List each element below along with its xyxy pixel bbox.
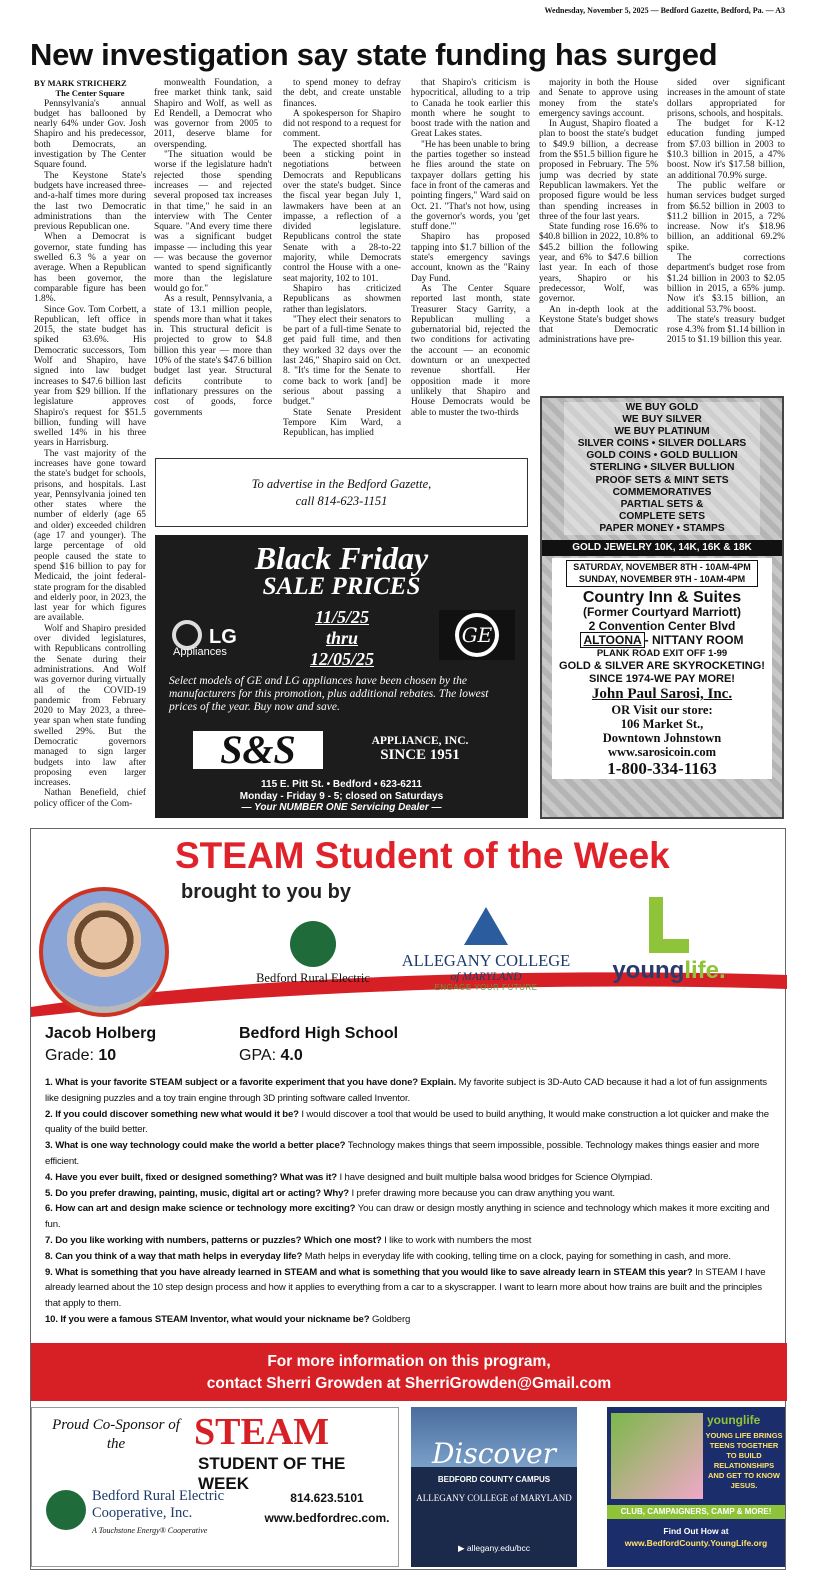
ge-logo [439,610,515,660]
younglife-logo-icon [649,897,689,953]
article-paragraph: A spokesperson for Shapiro did not respond to a request for comment. [283,108,401,140]
gold-list-item: STERLING • SILVER BULLION [589,462,735,474]
younglife-ad [607,1407,785,1567]
qa-answer: I prefer drawing more because you can draw anything you want. [349,1187,615,1199]
article-paragraph: The budget for K-12 education funding jumped from $7.03 billion in 2003 to $10.3 billion in 2015, a 47% boost. Now it's $17.58 billion, an additional 70.9% surge. [667,119,785,181]
gold-venue: Country Inn & Suites [582,589,742,606]
qa-question: 4. Have you ever built, fixed or designed something? What was it? [45,1171,337,1183]
article-paragraph: Since Gov. Tom Corbett, a Republican, left office in 2015, the state budget has spiked 63.6%. His Democratic successors, Tom Wolf and Shapiro, have signed into law budget increases to $47.6 billion last year from $29 billion. If the legislature approves Shapiro's request for $51.5 billion, funding will have swelled 14% in his three years in Harrisburg. [34,304,146,449]
qa-question: 7. Do you like working with numbers, patterns or puzzles? Which one most? [45,1234,382,1246]
article-paragraph: sided over significant increases in the amount of state dollars appropriated for prisons, schools, and hospitals. [667,78,785,119]
gold-street: 106 Market St., [620,717,704,731]
gpa-value: 4.0 [280,1047,303,1064]
article-paragraph: Pennsylvania's annual budget has ballooned by nearly 64% under Gov. Josh Shapiro and his predecessor, both Democrats, an investigation by The Center Square found. [34,98,146,171]
article-column-4 [411,78,530,453]
qa-answer: I have designed and built multiple balsa wood bridges for Science Olympiad. [336,1171,653,1183]
qa-question: 10. If you were a famous STEAM Inventor, what would your nickname be? [45,1313,370,1325]
younglife-bar: CLUB, CAMPAIGNERS, CAMP & MORE! [607,1505,785,1519]
headline: New investigation say state funding has surged [30,37,718,72]
bf-footer [155,779,528,814]
more-info-line-2: contact Sherri Growden at SherriGrowden@Gmail.com [206,1375,612,1392]
acm-tagline: ENGAGE YOUR FUTURE [434,983,538,992]
col6-body [667,78,785,346]
col3-body [283,78,401,438]
article-paragraph: The Keystone State's budgets have increased three-and-a-half times more during the last two Democratic administrations than the previous Republican one. [34,170,146,233]
cosponsor-phone: 814.623.5101 [290,1491,364,1505]
article-column-2 [154,78,272,453]
younglife-message: YOUNG LIFE BRINGS TEENS TOGETHER TO BUILD RELATIONSHIPS AND GET TO KNOW JESUS. [705,1431,783,1490]
gold-days [566,560,758,587]
bf-date-start: 11/5/25 [314,607,369,627]
student-school: Bedford High School [239,1025,399,1042]
bf-address: 115 E. Pitt St. • Bedford • 623-6211 [261,779,422,790]
bre-name: Bedford Rural Electric [256,971,370,985]
article-paragraph: As The Center Square reported last month, state Treasurer Stacy Garrity, a Republican mulling a gubernatorial bid, rejected the two conditions for activating the account — an economic downturn or an unexpected revenue shortfall. Her opposition made it more unlikely that Shapiro and House Democrats would be able to muster the two-thirds [411,283,530,418]
ss-line-2: SINCE 1951 [380,747,460,763]
cosponsor-steam: STEAM [194,1411,330,1453]
sponsor-acm [391,907,581,992]
discover-url: ▶ allegany.edu/bcc [457,1543,531,1553]
sponsor-younglife [599,897,739,985]
article-paragraph: Shapiro has proposed tapping into $1.7 billion of the state's emergency savings account, known as the "Rainy Day Fund. [411,232,530,284]
gold-room [552,633,772,648]
article-paragraph: monwealth Foundation, a free market think tank, said Shapiro and Wolf, as well as Ed Rendell, a Democrat who was governor from 2005 to 2011, deserve blame for overspending. [154,78,272,150]
younglife-url: www.BedfordCounty.YoungLife.org [624,1538,768,1548]
byline-org: The Center Square [55,88,125,99]
bf-date-thru: thru [325,628,359,648]
qa-item [45,1265,773,1312]
qa-list [45,1075,773,1328]
article-paragraph: In August, Shapiro floated a plan to boost the state's budget to $49.9 billion, a decrease from the $51.5 billion figure he proposed in February. The 5% jump was decried by state Republican lawmakers. Yet the proposed figure would be less than spending increases in three of the four last years. [539,119,658,222]
steam-title: STEAM Student of the Week [175,835,670,876]
article-paragraph: "He has been unable to bring the parties together so instead he flies around the state on taxpayer dollars getting his face in front of the cameras and pointing fingers," Ward said on Oct. 21. "That's not how, using the governor's words, you 'get stuff done.'" [411,139,530,233]
page-folio: Wednesday, November 5, 2025 — Bedford Gazette, Bedford, Pa. — A3 [544,6,785,15]
qa-question: 9. What is something that you have already learned in STEAM and what is something that you would like to save already learn in STEAM this year? [45,1266,693,1278]
gold-visit: OR Visit our store: [611,703,713,717]
yl-life: life. [684,957,726,984]
gold-saturday: SATURDAY, NOVEMBER 8TH - 10AM-4PM [573,562,751,572]
bf-tagline: — Your NUMBER ONE Servicing Dealer — [241,802,442,813]
cosponsor-proud: Proud Co-Sponsor of the [52,1417,180,1452]
gold-list-item: PARTIAL SETS & [620,498,704,510]
article-column-6 [667,78,785,388]
cosponsor-contact [254,1488,400,1528]
lg-logo [169,617,269,657]
article-paragraph: majority in both the House and Senate to approve using money from the state's emergency savings account. [539,78,658,119]
gold-jewelry-bar: GOLD JEWELRY 10K, 14K, 16K & 18K [542,540,782,556]
article-paragraph: The vast majority of the increases have gone toward the state's budget for schools, prisons, and hospitals. Last year, Pennsylvania joined ten other states where the number of elderly (age 65 and older) exceeded children (age 17 and younger). The large percentage of old people caused the state to spend $16 billion to pay for Medicaid, the joint federal-state program for the disabled and elderly poor, in 2023, the last year for which figures are available. [34,448,146,624]
younglife-find [607,1525,785,1549]
col1-body [34,99,146,809]
coop-line-1: Bedford Rural Electric [92,1488,225,1504]
article-paragraph: Shapiro has criticized Republicans as showmen rather than legislators. [283,283,401,315]
article-paragraph: State Senate President Tempore Kim Ward, a Republican, has implied [283,407,401,439]
article-paragraph: "The situation would be worse if the legislature hadn't rejected those spending increases — and rejected several proposed tax increases in that time," he said in an interview with The Center Square. "And every time there was a significant budget impasse — including this year — was because the governor wanted to spend significantly more than the legislature would go for." [154,150,272,294]
younglife-find-label: Find Out How at [663,1526,729,1536]
coop-line-2: Cooperative, Inc. [92,1505,193,1521]
article-paragraph: The state's treasury budget rose 4.3% from $1.14 billion in 2015 to $1.19 billion this year. [667,314,785,346]
gold-sky: GOLD & SILVER ARE SKYROCKETING! [559,660,765,672]
ss-logo: S&S [193,731,323,769]
article-paragraph: As a result, Pennsylvania, a state of 13.1 million people, spends more than what it takes in. This structural deficit is projected to grow to $4.8 billion this year — more than 10% of the state's $47.6 billion budget last year. Structural deficits contribute to inflationary pressures on the cost of goods, force governments [154,294,272,418]
qa-answer: Technology makes things that seem impossible, possible. Technology makes things easier and more efficient. [45,1140,760,1167]
student-name: Jacob Holberg [45,1025,157,1042]
yl-young: young [612,957,685,984]
ss-appliance [350,735,490,764]
gold-list-item: WE BUY GOLD [625,402,699,413]
cosponsor-sotw: STUDENT OF THE WEEK [198,1454,346,1493]
discover-college: ALLEGANY COLLEGE of MARYLAND [416,1493,572,1503]
article-paragraph: to spend money to defray the debt, and create unstable finances. [283,78,401,109]
lg-sub: Appliances [173,646,227,657]
gold-company: John Paul Sarosi, Inc. [591,686,733,702]
advertise-box [155,458,528,527]
student-gpa [239,1047,303,1065]
qa-question: 8. Can you think of a way that math helps in everyday life? [45,1250,303,1262]
advertise-phone: call 814-623-1151 [295,493,388,508]
acm-of: of MARYLAND [450,971,522,983]
gold-list [564,402,760,535]
article-column-1 [34,78,146,838]
bf-subtitle: SALE PRICES [262,573,421,600]
col4-body [411,78,530,418]
more-info-line-1: For more information on this program, [267,1353,551,1370]
qa-answer: I like to work with numbers the most [381,1234,532,1246]
cosponsor-ad [31,1407,399,1567]
article-paragraph: An in-depth look at the Keystone State's budget shows that Democratic administrations have pre- [539,304,658,346]
bf-title: Black Friday [254,540,429,576]
qa-question: 6. How can art and design make science or technology more exciting? [45,1203,356,1215]
article-paragraph: The expected shortfall has been a sticking point in negotiations between Democrats and Republicans over the state's budget. Since the fiscal year began July 1, lawmakers have been at an impasse, a reflection of a divided legislature. Republicans control the state Senate with a 28-to-22 majority, while Democrats control the House with a one-seat majority, 102 to 101. [283,139,401,284]
article-paragraph: Nathan Benefield, chief policy officer of the Com- [34,788,146,809]
steam-brought-by: brought to you by [181,881,351,903]
gold-list-item: PROOF SETS & MINT SETS [595,474,729,486]
qa-item [45,1233,773,1249]
qa-question: 2. If you could discover something new what would it be? [45,1108,299,1120]
gold-details [552,558,772,779]
gold-altoona: ALTOONA [580,632,644,648]
more-info-band [31,1343,787,1401]
gold-list-item: GOLD COINS • GOLD BULLION [586,450,738,462]
article-paragraph: Wolf and Shapiro presided over divided legislatures, with Republicans controlling the Senate during their administrations. And Wolf was governor during virtually all of the COVID-19 pandemic from February 2020 to May 2023, a three-year span when state funding swelled 29%. But the Democratic governors managed to sign larger budgets into law after proposing even larger increases. [34,623,146,789]
bre-logo-icon [290,921,336,967]
qa-item [45,1186,773,1202]
sponsor-bre [243,921,383,986]
gold-phone: 1-800-334-1163 [607,759,717,778]
article-paragraph: When a Democrat is governor, state funding has swelled 6.3 % a year on average. When a Republican has been governor, the comparable figure has been 1.8%. [34,232,146,305]
discover-ad [411,1407,577,1567]
qa-answer: Goldberg [369,1313,411,1325]
student-grade [45,1047,116,1065]
gold-buyer-ad [540,396,784,819]
coop-tagline: A Touchstone Energy® Cooperative [92,1526,208,1535]
gold-list-item: COMMEMORATIVES [612,486,712,498]
gold-sunday: SUNDAY, NOVEMBER 9TH - 10AM-4PM [578,573,746,584]
qa-question: 5. Do you prefer drawing, painting, music, digital art or acting? Why? [45,1187,349,1199]
gold-list-item: SILVER COINS • SILVER DOLLARS [577,438,747,450]
cosponsor-coop [92,1488,224,1522]
gold-list-item: COMPLETE SETS [618,510,706,522]
younglife-photo [611,1413,703,1499]
qa-question: 3. What is one way technology could make the world a better place? [45,1140,346,1152]
qa-item [45,1138,773,1170]
col2-body [154,78,272,418]
gold-exit: PLANK ROAD EXIT OFF 1-99 [596,648,728,659]
bf-dates [275,607,409,670]
gold-web: www.sarosicoin.com [607,745,717,759]
gold-list-item: WE BUY PLATINUM [614,426,710,438]
gold-list-item: PAPER MONEY • STAMPS [599,522,725,534]
qa-answer: In STEAM I have already learned about the 10 step design process and how it applies to everything from a car to a skyscrapper. I want to learn more about how trains are built and the principles that apply to them. [45,1266,766,1310]
article-paragraph: The corrections department's budget rose from $1.24 billion in 2003 to $2.05 billion in 2015, a 65% jump. Now it's $3.15 billion, an additional 53.7% boost. [667,253,785,315]
qa-answer: My favorite subject is 3D-Auto CAD because it had a lot of fun assignments like designing puzzles and a toy train engine through 3D printing software called Inventor. [45,1077,767,1104]
qa-question: 1. What is your favorite STEAM subject or a favorite experiment that you have done? Explain. [45,1077,457,1088]
article-column-3 [283,78,401,453]
acm-name: ALLEGANY COLLEGE [401,951,571,970]
younglife-logo: younglife [707,1413,761,1427]
qa-item [45,1312,773,1328]
qa-answer: You can draw or design mostly anything in science and technology which makes it more exciting and fun. [45,1203,770,1231]
qa-item [45,1075,773,1107]
gold-room-name: - NITTANY ROOM [644,633,744,647]
bf-copy: Select models of GE and LG appliances have been chosen by the manufacturers for this promotion, plus additional rebates. The lowest prices of the year. Buy now and save. [169,675,489,713]
advertise-line-1: To advertise in the Bedford Gazette, [251,476,432,491]
byline: BY MARK STRICHERZ [34,78,127,88]
grade-label: Grade: [45,1047,94,1064]
lg-text: LG [209,626,237,648]
grade-value: 10 [98,1047,117,1064]
article-paragraph: "They elect their senators to be part of a full-time Senate to get paid full time, and then they worked 32 days over the last 246," Shapiro said on Oct. 8. "It's time for the Senate to come back to work [and] be serious about passing a budget." [283,314,401,408]
steam-student-section [30,828,786,1570]
qa-item [45,1170,773,1186]
qa-item [45,1249,773,1265]
qa-item [45,1107,773,1139]
article-paragraph: State funding rose 16.6% to $40.8 billion in 2022, 10.8% to $45.2 billion the following year, and 6% to $47.6 billion last year. In each of those years, Shapiro or his predecessor, Wolf, was governor. [539,222,658,305]
gpa-label: GPA: [239,1047,277,1064]
student-photo [39,887,169,1017]
acm-logo-icon [464,907,508,945]
ss-line-1: APPLIANCE, INC. [371,735,469,747]
qa-item [45,1201,773,1233]
bre-coop-logo-icon [46,1490,86,1530]
gold-former: (Former Courtyard Marriott) [582,605,741,619]
discover-word: Discover [431,1437,557,1470]
qa-answer: I would discover a tool that would be used to build anything, It would make construction a lot quicker and make the quality of the build better. [45,1108,769,1136]
gold-list-item: WE BUY SILVER [622,414,702,426]
cosponsor-web: www.bedfordrec.com. [264,1511,390,1525]
bf-hours: Monday - Friday 9 - 5; closed on Saturdays [239,790,444,802]
black-friday-ad [155,535,528,818]
col5-body [539,78,658,346]
article-paragraph: that Shapiro's criticism is hypocritical, alluding to a trip to Canada he took earlier this month where he sought to boost trade with the nation and Great Lakes states. [411,78,530,140]
discover-campus: BEDFORD COUNTY CAMPUS [437,1475,551,1484]
qa-answer: Math helps in everyday life with cooking, telling time on a clock, paying for something in cash, and more. [302,1250,731,1262]
ge-text: GE [461,623,493,647]
gold-blvd: 2 Convention Center Blvd [588,618,736,633]
article-paragraph: The public welfare or human services budget surged from $6.52 billion in 2003 to $11.2 billion in 2015, a 72% increase. Now it's $18.96 billion, an additional 69.2% spike. [667,180,785,253]
article-column-5 [539,78,658,388]
bf-date-end: 12/05/25 [309,649,374,669]
gold-town: Downtown Johnstown [602,731,722,745]
gold-since: SINCE 1974-WE PAY MORE! [589,673,735,685]
